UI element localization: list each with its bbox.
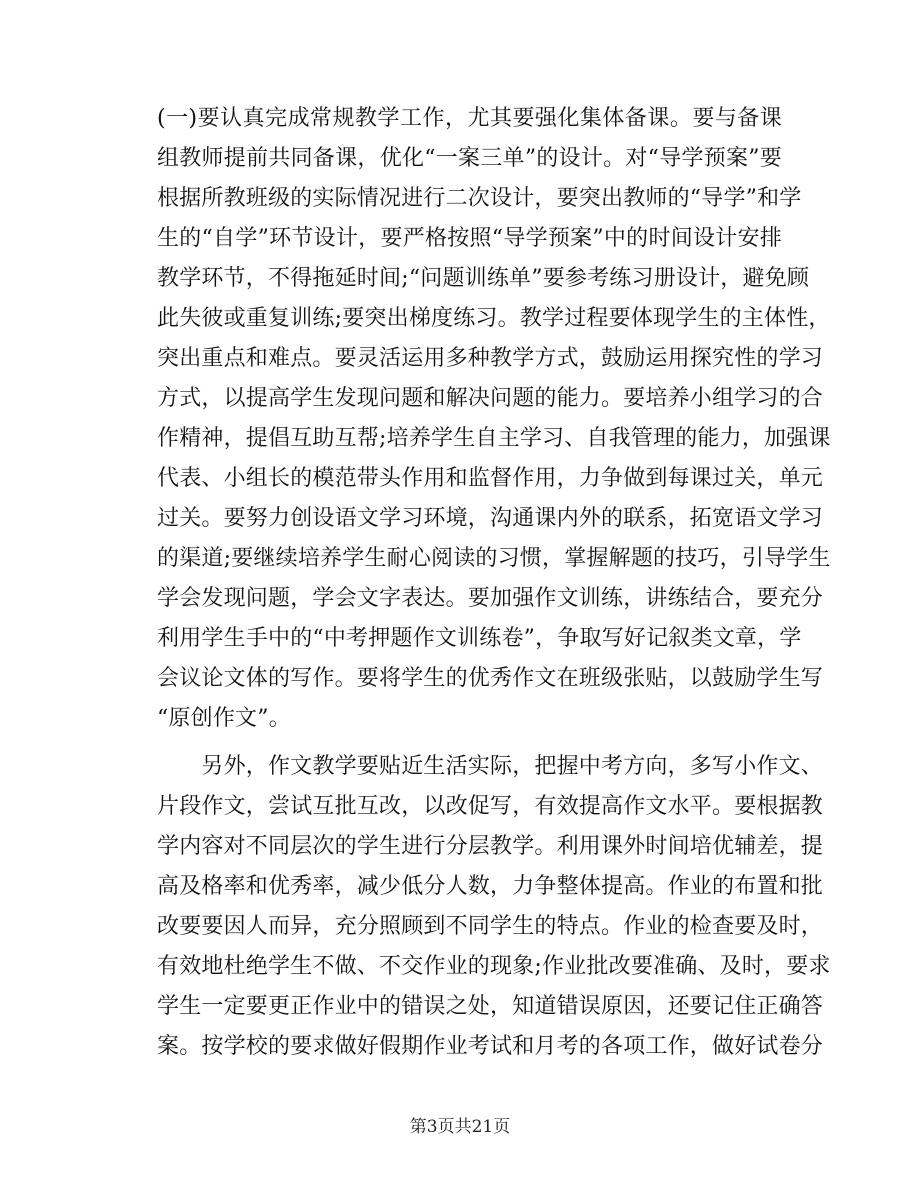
text-line: 另外，作文教学要贴近生活实际，把握中考方向，多写小作文、 <box>157 754 824 779</box>
paragraph-1 <box>157 99 831 739</box>
text-line: 教学环节，不得拖延时间;“问题训练单”要参考练习册设计，避免顾 <box>157 266 810 291</box>
text-line: 高及格率和优秀率，减少低分人数，力争整体提高。作业的布置和批 <box>157 874 824 899</box>
text-line: 学会发现问题，学会文字表达。要加强作文训练，讲练结合，要充分 <box>157 586 824 611</box>
text-line: 方式，以提高学生发现问题和解决问题的能力。要培养小组学习的合 <box>157 386 824 411</box>
text-line: (一)要认真完成常规教学工作，尤其要强化集体备课。要与备课 <box>157 106 782 131</box>
text-line: “原创作文”。 <box>157 706 291 731</box>
text-line: 突出重点和难点。要灵活运用多种教学方式，鼓励运用探究性的学习 <box>157 346 824 371</box>
text-line: 根据所教班级的实际情况进行二次设计，要突出教师的“导学”和学 <box>157 186 802 211</box>
text-line: 此失彼或重复训练;要突出梯度练习。教学过程要体现学生的主体性， <box>157 306 831 331</box>
text-line: 过关。要努力创设语文学习环境，沟通课内外的联系，拓宽语文学习 <box>157 506 824 531</box>
text-line: 有效地杜绝学生不做、不交作业的现象;作业批改要准确、及时，要求 <box>157 954 831 979</box>
page-number: 第3页共21页 <box>409 1117 511 1137</box>
text-line: 学生一定要更正作业中的错误之处，知道错误原因，还要记住正确答 <box>157 994 824 1019</box>
document-body <box>157 99 831 1067</box>
text-line: 案。按学校的要求做好假期作业考试和月考的各项工作，做好试卷分 <box>157 1034 824 1059</box>
text-line: 学内容对不同层次的学生进行分层教学。利用课外时间培优辅差，提 <box>157 834 824 859</box>
paragraph-2 <box>157 747 831 1067</box>
text-line: 组教师提前共同备课，优化“一案三单”的设计。对“导学预案”要 <box>157 146 782 171</box>
text-line: 会议论文体的写作。要将学生的优秀作文在班级张贴，以鼓励学生写 <box>157 666 824 691</box>
text-line: 利用学生手中的“中考押题作文训练卷”，争取写好记叙类文章，学 <box>157 626 802 651</box>
text-line: 代表、小组长的模范带头作用和监督作用，力争做到每课过关，单元 <box>157 466 824 491</box>
paragraph-gap <box>157 739 782 747</box>
text-line: 的渠道;要继续培养学生耐心阅读的习惯，掌握解题的技巧，引导学生 <box>157 546 831 571</box>
text-line: 生的“自学”环节设计，要严格按照“导学预案”中的时间设计安排 <box>157 226 782 251</box>
text-line: 作精神，提倡互助互帮;培养学生自主学习、自我管理的能力，加强课 <box>157 426 831 451</box>
text-line: 改要要因人而异，充分照顾到不同学生的特点。作业的检查要及时， <box>157 914 824 939</box>
text-line: 片段作文，尝试互批互改，以改促写，有效提高作文水平。要根据教 <box>157 794 824 819</box>
